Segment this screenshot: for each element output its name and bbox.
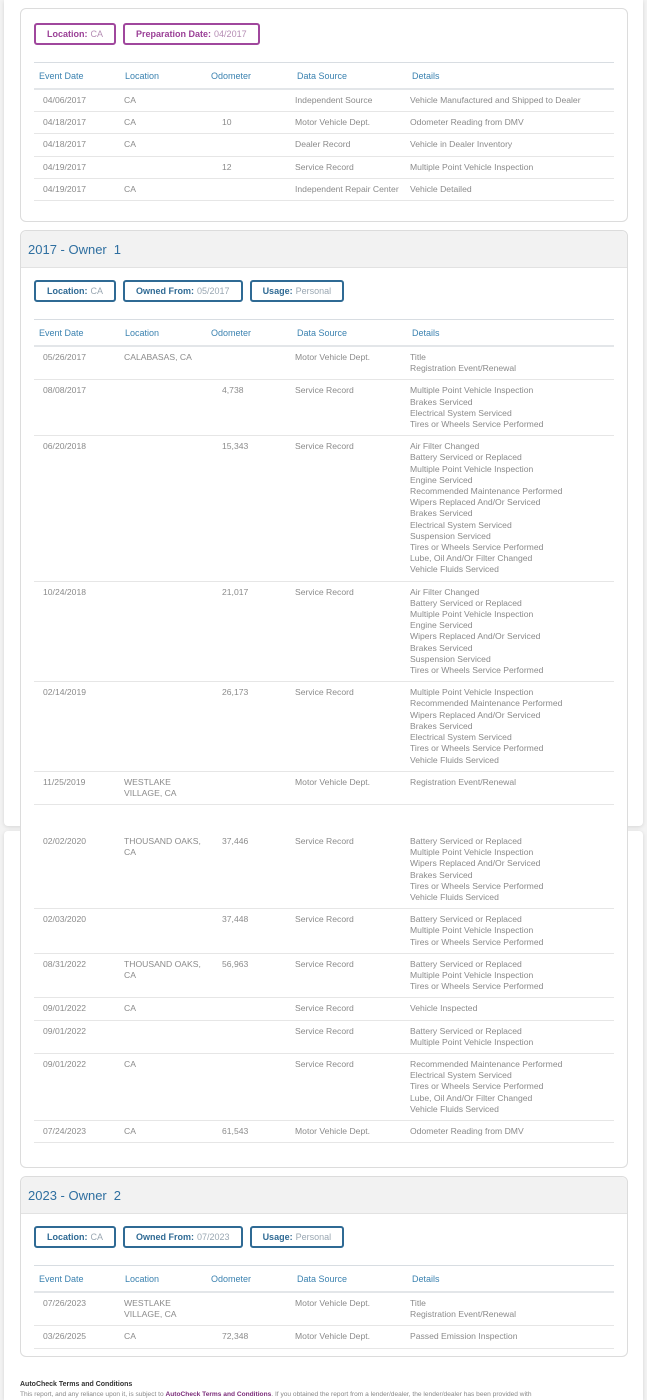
data-source-cell: Motor Vehicle Dept. (292, 1121, 407, 1143)
col-odometer[interactable]: Odometer (211, 1273, 252, 1284)
location-cell: CA (120, 1054, 206, 1121)
detail-line: Tires or Wheels Service Performed (410, 880, 544, 891)
details-cell (407, 380, 614, 436)
odometer-cell: 10 (206, 112, 292, 134)
event-date-cell: 04/19/2017 (34, 156, 120, 178)
detail-line: Vehicle Fluids Serviced (410, 1103, 499, 1114)
detail-line: Odometer Reading from DMV (410, 117, 524, 128)
data-source-cell: Service Record (292, 831, 407, 909)
detail-line: Recommended Maintenance Performed (410, 698, 563, 709)
detail-line: Multiple Point Vehicle Inspection (410, 385, 534, 396)
data-source-cell: Service Record (292, 909, 407, 954)
owner1-card (20, 230, 628, 850)
owner1-chips (21, 268, 627, 302)
table-header-row (34, 63, 614, 90)
detail-line: Electrical System Serviced (410, 732, 512, 743)
data-source-cell: Service Record (292, 156, 407, 178)
details-cell (407, 1020, 614, 1053)
event-date-cell: 04/18/2017 (34, 134, 120, 156)
event-date-cell: 11/25/2019 (34, 771, 120, 804)
detail-line: Brakes Serviced (410, 720, 473, 731)
detail-line: Tires or Wheels Service Performed (410, 981, 544, 992)
col-location[interactable]: Location (125, 70, 160, 81)
location-cell: CA (120, 178, 206, 200)
owner2-chips (21, 1214, 627, 1248)
odometer-cell: 61,543 (206, 1121, 292, 1143)
location-chip (34, 23, 116, 45)
table-row (34, 831, 614, 909)
terms-link[interactable]: AutoCheck Terms and Conditions (165, 1391, 272, 1398)
detail-line: Wipers Replaced And/Or Serviced (410, 631, 541, 642)
preparation-rows (34, 89, 614, 201)
terms-text-after: . If you obtained the report from a lender/dealer, the lender/dealer has been provided with (271, 1391, 532, 1398)
data-source-cell: Service Record (292, 682, 407, 771)
data-source-cell: Motor Vehicle Dept. (292, 771, 407, 804)
detail-line: Electrical System Serviced (410, 407, 512, 418)
odometer-cell: 72,348 (206, 1326, 292, 1348)
location-chip (34, 280, 116, 302)
odometer-cell: 4,738 (206, 380, 292, 436)
table-header-row (34, 320, 614, 347)
detail-line: Battery Serviced or Replaced (410, 958, 522, 969)
location-cell: WESTLAKE VILLAGE, CA (120, 771, 206, 804)
detail-line: Electrical System Serviced (410, 1070, 512, 1081)
event-date-cell: 08/31/2022 (34, 953, 120, 998)
chip-label: Owned From: (136, 1232, 195, 1242)
detail-line: Tires or Wheels Service Performed (410, 665, 544, 676)
detail-line: Battery Serviced or Replaced (410, 452, 522, 463)
data-source-cell: Service Record (292, 581, 407, 682)
details-cell (407, 134, 614, 156)
detail-line: Lube, Oil And/Or Filter Changed (410, 553, 533, 564)
location-cell: CA (120, 112, 206, 134)
details-cell (407, 1054, 614, 1121)
detail-line: Electrical System Serviced (410, 519, 512, 530)
data-source-cell: Service Record (292, 953, 407, 998)
detail-line: Multiple Point Vehicle Inspection (410, 463, 534, 474)
data-source-cell: Motor Vehicle Dept. (292, 1292, 407, 1326)
event-date-cell: 09/01/2022 (34, 998, 120, 1020)
chip-label: Usage: (262, 1232, 293, 1242)
data-source-cell: Independent Source (292, 89, 407, 112)
detail-line: Tires or Wheels Service Performed (410, 1081, 544, 1092)
data-source-cell: Independent Repair Center (292, 178, 407, 200)
detail-line: Vehicle Fluids Serviced (410, 564, 499, 575)
data-source-cell: Dealer Record (292, 134, 407, 156)
detail-line: Engine Serviced (410, 620, 473, 631)
chip-value: CA (90, 1232, 104, 1242)
detail-line: Tires or Wheels Service Performed (410, 743, 544, 754)
detail-line: Wipers Replaced And/Or Serviced (410, 497, 541, 508)
event-date-cell: 09/01/2022 (34, 1020, 120, 1053)
detail-line: Multiple Point Vehicle Inspection (410, 970, 534, 981)
odometer-cell: 15,343 (206, 436, 292, 581)
event-date-cell: 04/19/2017 (34, 178, 120, 200)
odometer-cell (206, 89, 292, 112)
location-cell (120, 682, 206, 771)
col-location[interactable]: Location (125, 1273, 160, 1284)
odometer-cell (206, 178, 292, 200)
terms-text-before: This report, and any reliance upon it, is subject to (20, 1391, 166, 1398)
table-row (34, 436, 614, 581)
col-details[interactable]: Details (412, 1273, 440, 1284)
owned-from-chip (123, 280, 243, 302)
event-date-cell: 04/06/2017 (34, 89, 120, 112)
detail-line: Recommended Maintenance Performed (410, 1059, 563, 1070)
owner1-table-continued (34, 831, 614, 1143)
chip-value: CA (90, 29, 104, 39)
details-cell (407, 909, 614, 954)
details-cell (407, 1326, 614, 1348)
detail-line: Brakes Serviced (410, 396, 473, 407)
owner1-header[interactable] (21, 231, 627, 268)
detail-line: Wipers Replaced And/Or Serviced (410, 709, 541, 720)
owner1-rows-continued (34, 831, 614, 1143)
col-data-source[interactable]: Data Source (297, 327, 348, 338)
detail-line: Vehicle Manufactured and Shipped to Dealer (410, 95, 581, 105)
event-date-cell: 08/08/2017 (34, 380, 120, 436)
col-details[interactable]: Details (412, 70, 440, 81)
data-source-cell: Service Record (292, 1020, 407, 1053)
location-cell: THOUSAND OAKS, CA (120, 953, 206, 998)
details-cell (407, 771, 614, 804)
event-date-cell: 06/20/2018 (34, 436, 120, 581)
owner-number: 2 (113, 1187, 121, 1203)
preparation-chips (21, 9, 627, 45)
location-cell (120, 436, 206, 581)
screenshot-top (4, 0, 643, 826)
owner1-table (34, 319, 614, 805)
col-details[interactable]: Details (412, 327, 440, 338)
preparation-card (20, 8, 628, 222)
detail-line: Brakes Serviced (410, 508, 473, 519)
event-date-cell: 03/26/2025 (34, 1326, 120, 1348)
detail-line: Title (410, 1298, 426, 1308)
table-row (34, 682, 614, 771)
details-cell (407, 682, 614, 771)
chip-label: Location: (47, 29, 88, 39)
detail-line: Odometer Reading from DMV (410, 1126, 524, 1137)
location-cell: THOUSAND OAKS, CA (120, 831, 206, 909)
table-row (34, 112, 614, 134)
table-row (34, 346, 614, 380)
event-date-cell: 05/26/2017 (34, 346, 120, 380)
detail-line: Registration Event/Renewal (410, 776, 517, 787)
table-row (34, 953, 614, 998)
terms-title: AutoCheck Terms and Conditions (20, 1381, 133, 1388)
detail-line: Vehicle Fluids Serviced (410, 892, 499, 903)
odometer-cell (206, 771, 292, 804)
data-source-cell: Motor Vehicle Dept. (292, 346, 407, 380)
chip-value: 04/2017 (214, 29, 247, 39)
details-cell (407, 998, 614, 1020)
detail-line: Multiple Point Vehicle Inspection (410, 847, 534, 858)
details-cell (407, 436, 614, 581)
details-cell (407, 89, 614, 112)
terms-section (20, 1381, 640, 1398)
usage-chip (250, 280, 345, 302)
event-date-cell: 07/24/2023 (34, 1121, 120, 1143)
chip-value: CA (90, 286, 104, 296)
data-source-cell: Service Record (292, 998, 407, 1020)
detail-line: Tires or Wheels Service Performed (410, 936, 544, 947)
details-cell (407, 1292, 614, 1326)
preparation-date-chip (123, 23, 260, 45)
chip-label: Usage: (262, 286, 293, 296)
detail-line: Vehicle Inspected (410, 1003, 478, 1014)
detail-line: Multiple Point Vehicle Inspection (410, 925, 534, 936)
chip-value: 07/2023 (197, 1232, 230, 1242)
location-cell: CALABASAS, CA (120, 346, 206, 380)
odometer-cell (206, 1292, 292, 1326)
detail-line: Battery Serviced or Replaced (410, 1025, 522, 1036)
owner1-card-continued (20, 811, 628, 1168)
location-cell: CA (120, 134, 206, 156)
odometer-cell: 37,446 (206, 831, 292, 909)
table-row (34, 156, 614, 178)
table-row (34, 1020, 614, 1053)
detail-line: Battery Serviced or Replaced (410, 597, 522, 608)
detail-line: Lube, Oil And/Or Filter Changed (410, 1092, 533, 1103)
details-cell (407, 581, 614, 682)
location-cell: WESTLAKE VILLAGE, CA (120, 1292, 206, 1326)
table-row (34, 178, 614, 200)
location-cell (120, 581, 206, 682)
odometer-cell: 21,017 (206, 581, 292, 682)
table-header-row (34, 1266, 614, 1293)
location-chip (34, 1226, 116, 1248)
detail-line: Brakes Serviced (410, 869, 473, 880)
event-date-cell: 09/01/2022 (34, 1054, 120, 1121)
detail-line: Multiple Point Vehicle Inspection (410, 687, 534, 698)
owner-title: 2017 - Owner (28, 241, 107, 257)
detail-line: Vehicle in Dealer Inventory (410, 139, 513, 150)
detail-line: Battery Serviced or Replaced (410, 914, 522, 925)
odometer-cell: 26,173 (206, 682, 292, 771)
data-source-cell: Service Record (292, 380, 407, 436)
location-cell: CA (120, 1121, 206, 1143)
table-row (34, 1054, 614, 1121)
chip-label: Location: (47, 286, 88, 296)
owner-number: 1 (113, 241, 121, 257)
chip-value: Personal (295, 1232, 332, 1242)
table-row (34, 1121, 614, 1143)
detail-line: Recommended Maintenance Performed (410, 486, 563, 497)
detail-line: Vehicle Fluids Serviced (410, 754, 499, 765)
location-cell (120, 1020, 206, 1053)
odometer-cell (206, 346, 292, 380)
chip-label: Preparation Date: (136, 29, 212, 39)
terms-text (20, 1391, 640, 1398)
table-row (34, 998, 614, 1020)
data-source-cell: Motor Vehicle Dept. (292, 1326, 407, 1348)
table-row (34, 771, 614, 804)
table-row (34, 134, 614, 156)
location-cell (120, 380, 206, 436)
detail-line: Suspension Serviced (410, 653, 491, 664)
chip-label: Owned From: (136, 286, 195, 296)
detail-line: Passed Emission Inspection (410, 1331, 518, 1342)
detail-line: Tires or Wheels Service Performed (410, 419, 544, 430)
table-row (34, 89, 614, 112)
detail-line: Engine Serviced (410, 474, 473, 485)
odometer-cell (206, 134, 292, 156)
table-row (34, 1326, 614, 1348)
details-cell (407, 831, 614, 909)
data-source-cell: Service Record (292, 436, 407, 581)
event-date-cell: 07/26/2023 (34, 1292, 120, 1326)
owner2-header[interactable] (21, 1177, 627, 1214)
detail-line: Title (410, 352, 426, 362)
owner2-card (20, 1176, 628, 1357)
details-cell (407, 346, 614, 380)
event-date-cell: 02/03/2020 (34, 909, 120, 954)
col-location[interactable]: Location (125, 327, 160, 338)
screenshot-bottom (4, 831, 643, 1400)
event-date-cell: 10/24/2018 (34, 581, 120, 682)
detail-line: Vehicle Detailed (410, 183, 472, 194)
owner2-rows (34, 1292, 614, 1348)
detail-line: Registration Event/Renewal (410, 1309, 517, 1320)
detail-line: Air Filter Changed (410, 586, 480, 597)
col-odometer[interactable]: Odometer (211, 327, 252, 338)
event-date-cell: 02/14/2019 (34, 682, 120, 771)
location-cell: CA (120, 998, 206, 1020)
location-cell: CA (120, 89, 206, 112)
col-data-source[interactable]: Data Source (297, 1273, 348, 1284)
owned-from-chip (123, 1226, 243, 1248)
location-cell (120, 909, 206, 954)
table-row (34, 581, 614, 682)
owner-title: 2023 - Owner (28, 1187, 107, 1203)
data-source-cell: Motor Vehicle Dept. (292, 112, 407, 134)
odometer-cell (206, 1020, 292, 1053)
chip-value: 05/2017 (197, 286, 230, 296)
detail-line: Tires or Wheels Service Performed (410, 542, 544, 553)
details-cell (407, 156, 614, 178)
col-event-date[interactable]: Event Date (39, 1273, 84, 1284)
detail-line: Multiple Point Vehicle Inspection (410, 161, 534, 172)
table-row (34, 909, 614, 954)
chip-value: Personal (295, 286, 332, 296)
detail-line: Registration Event/Renewal (410, 363, 517, 374)
detail-line: Air Filter Changed (410, 441, 480, 452)
details-cell (407, 953, 614, 998)
col-event-date[interactable]: Event Date (39, 70, 84, 81)
col-data-source[interactable]: Data Source (297, 70, 348, 81)
odometer-cell: 12 (206, 156, 292, 178)
details-cell (407, 112, 614, 134)
detail-line: Suspension Serviced (410, 530, 491, 541)
location-cell (120, 156, 206, 178)
chip-label: Location: (47, 1232, 88, 1242)
col-odometer[interactable]: Odometer (211, 70, 252, 81)
event-date-cell: 04/18/2017 (34, 112, 120, 134)
detail-line: Wipers Replaced And/Or Serviced (410, 858, 541, 869)
details-cell (407, 178, 614, 200)
col-event-date[interactable]: Event Date (39, 327, 84, 338)
odometer-cell: 37,448 (206, 909, 292, 954)
owner2-table (34, 1265, 614, 1349)
odometer-cell: 56,963 (206, 953, 292, 998)
odometer-cell (206, 1054, 292, 1121)
odometer-cell (206, 998, 292, 1020)
data-source-cell: Service Record (292, 1054, 407, 1121)
detail-line: Multiple Point Vehicle Inspection (410, 609, 534, 620)
table-row (34, 1292, 614, 1326)
usage-chip (250, 1226, 345, 1248)
detail-line: Brakes Serviced (410, 642, 473, 653)
owner1-rows (34, 346, 614, 805)
detail-line: Multiple Point Vehicle Inspection (410, 1036, 534, 1047)
preparation-table (34, 62, 614, 201)
location-cell: CA (120, 1326, 206, 1348)
event-date-cell: 02/02/2020 (34, 831, 120, 909)
details-cell (407, 1121, 614, 1143)
table-row (34, 380, 614, 436)
detail-line: Battery Serviced or Replaced (410, 836, 522, 846)
